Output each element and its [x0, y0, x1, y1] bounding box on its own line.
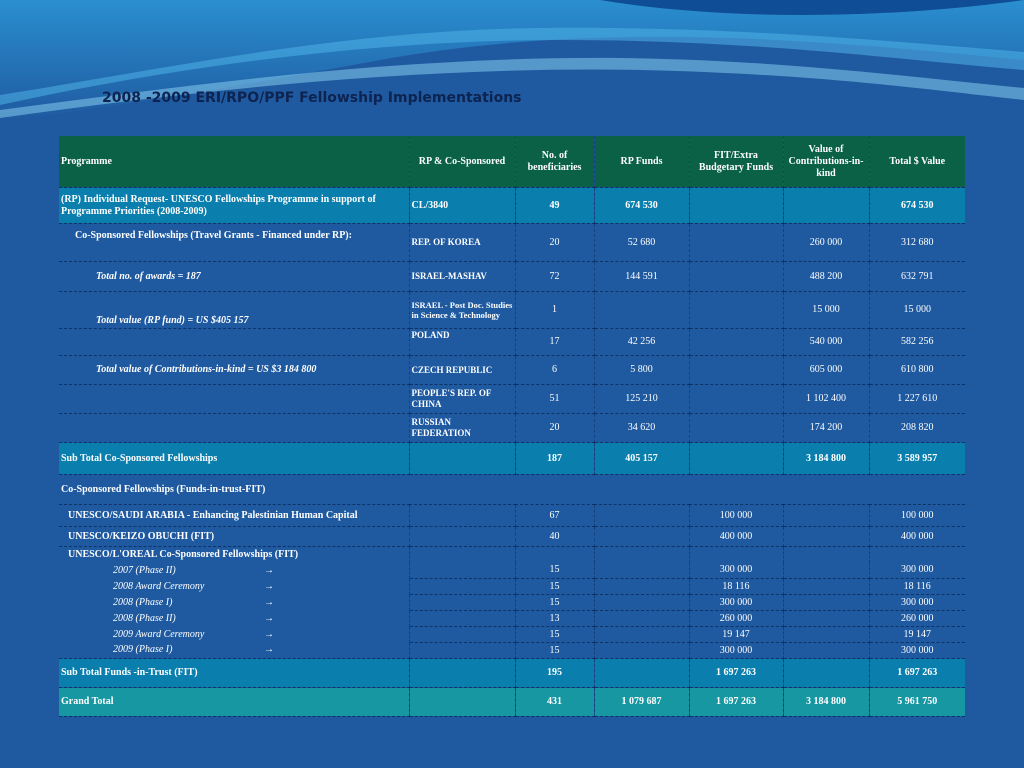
- note-spacer: [59, 414, 409, 443]
- empty-cell: [594, 547, 689, 563]
- total-cell: 610 800: [869, 356, 965, 385]
- table-row: [59, 505, 965, 527]
- contrib-cell: 15 000: [783, 292, 869, 329]
- fit-cell: [689, 443, 783, 475]
- table-row: [59, 188, 965, 224]
- rp-funds-cell: 405 157: [594, 443, 689, 475]
- contrib-cell: 3 184 800: [783, 443, 869, 475]
- contrib-cell: [783, 659, 869, 688]
- arrow-right-icon: →: [264, 644, 274, 656]
- rp-funds-cell: 144 591: [594, 262, 689, 292]
- header-rp-funds: RP Funds: [594, 136, 689, 188]
- phase-label: 2009 Award Ceremony: [113, 628, 205, 640]
- header-total: Total $ Value: [869, 136, 965, 188]
- sponsor-name: ISRAEL-MASHAV: [409, 262, 515, 292]
- contrib-cell: 605 000: [783, 356, 869, 385]
- fit-cell: 400 000: [689, 527, 783, 547]
- empty-cell: [869, 547, 965, 563]
- empty-cell: [594, 563, 689, 579]
- table-row: [59, 547, 965, 563]
- table-row: [59, 527, 965, 547]
- table-row: [59, 595, 965, 611]
- empty-cell: [689, 547, 783, 563]
- note-contributions: Total value of Contributions-in-kind = US $3 184 800: [59, 356, 409, 385]
- rp-funds-cell: 52 680: [594, 224, 689, 262]
- empty-cell: [783, 563, 869, 579]
- note-spacer: [59, 329, 409, 356]
- fit-cell: 300 000: [689, 643, 783, 659]
- table-row: [59, 356, 965, 385]
- subtotal-row: [59, 659, 965, 688]
- contrib-cell: 488 200: [783, 262, 869, 292]
- fit-programme: UNESCO/SAUDI ARABIA - Enhancing Palestinian Human Capital: [59, 505, 409, 527]
- total-cell: 260 000: [869, 611, 965, 627]
- table-row: [59, 224, 965, 262]
- total-cell: 5 961 750: [869, 688, 965, 717]
- cosponsored-heading: Co-Sponsored Fellowships (Travel Grants - Financed under RP):: [59, 224, 409, 262]
- contrib-cell: 3 184 800: [783, 688, 869, 717]
- empty-cell: [409, 505, 515, 527]
- beneficiaries-cell: 51: [515, 385, 594, 414]
- empty-cell: [783, 595, 869, 611]
- empty-cell: [409, 659, 515, 688]
- beneficiaries-cell: 20: [515, 414, 594, 443]
- total-cell: 100 000: [869, 505, 965, 527]
- empty-cell: [594, 611, 689, 627]
- grand-total-row: [59, 688, 965, 717]
- beneficiaries-cell: 17: [515, 329, 594, 356]
- fit-cell: 300 000: [689, 563, 783, 579]
- beneficiaries-cell: 1: [515, 292, 594, 329]
- subtotal-row: [59, 443, 965, 475]
- sponsor-name: PEOPLE'S REP. OF CHINA: [409, 385, 515, 414]
- empty-cell: [783, 527, 869, 547]
- fit-cell: [689, 356, 783, 385]
- empty-cell: [783, 579, 869, 595]
- beneficiaries-cell: 431: [515, 688, 594, 717]
- table-row: [59, 579, 965, 595]
- contrib-cell: 540 000: [783, 329, 869, 356]
- empty-cell: [409, 688, 515, 717]
- beneficiaries-cell: 6: [515, 356, 594, 385]
- contrib-cell: 1 102 400: [783, 385, 869, 414]
- total-cell: 300 000: [869, 643, 965, 659]
- section-row: [59, 475, 965, 505]
- fit-cell: 300 000: [689, 595, 783, 611]
- beneficiaries-cell: 187: [515, 443, 594, 475]
- rp-funds-cell: 5 800: [594, 356, 689, 385]
- total-cell: 1 227 610: [869, 385, 965, 414]
- phase-label: 2008 (Phase II): [113, 612, 176, 624]
- empty-cell: [409, 627, 515, 643]
- phase-cell: [59, 611, 409, 627]
- empty-cell: [409, 643, 515, 659]
- phase-label: 2008 (Phase I): [113, 596, 173, 608]
- empty-cell: [783, 627, 869, 643]
- fit-cell: 1 697 263: [689, 688, 783, 717]
- fit-cell: [689, 262, 783, 292]
- rp-funds-cell: 42 256: [594, 329, 689, 356]
- rp-fit: [689, 188, 783, 224]
- fit-cell: [689, 385, 783, 414]
- fellowship-table: [59, 136, 965, 717]
- empty-cell: [409, 595, 515, 611]
- fit-cell: 260 000: [689, 611, 783, 627]
- rp-funds-cell: 34 620: [594, 414, 689, 443]
- arrow-right-icon: →: [264, 612, 274, 624]
- subtotal-label: Sub Total Funds -in-Trust (FIT): [59, 659, 409, 688]
- total-cell: 19 147: [869, 627, 965, 643]
- total-cell: 208 820: [869, 414, 965, 443]
- rp-programme: (RP) Individual Request- UNESCO Fellowships Programme in support of Programme Priorities (2008-2009): [59, 188, 409, 224]
- page-title: 2008 -2009 ERI/RPO/PPF Fellowship Implementations: [102, 90, 522, 106]
- beneficiaries-cell: 15: [515, 627, 594, 643]
- empty-cell: [783, 611, 869, 627]
- total-cell: 312 680: [869, 224, 965, 262]
- empty-cell: [409, 547, 515, 563]
- rp-funds: 674 530: [594, 188, 689, 224]
- rp-funds-cell: [594, 292, 689, 329]
- rp-funds-cell: 1 079 687: [594, 688, 689, 717]
- table-header-row: [59, 136, 965, 188]
- sponsor-name: RUSSIAN FEDERATION: [409, 414, 515, 443]
- table-row: [59, 643, 965, 659]
- phase-cell: [59, 579, 409, 595]
- empty-cell: [409, 563, 515, 579]
- beneficiaries-cell: 72: [515, 262, 594, 292]
- sponsor-name: CZECH REPUBLIC: [409, 356, 515, 385]
- phase-cell: [59, 627, 409, 643]
- loreal-label: UNESCO/L'OREAL Co-Sponsored Fellowships (FIT): [59, 547, 409, 563]
- empty-cell: [515, 547, 594, 563]
- phase-cell: [59, 595, 409, 611]
- arrow-right-icon: →: [264, 580, 274, 592]
- empty-cell: [594, 527, 689, 547]
- header-contributions: Value of Contributions-in-kind: [783, 136, 869, 188]
- table-row: [59, 329, 965, 356]
- contrib-cell: 260 000: [783, 224, 869, 262]
- phase-label: 2007 (Phase II): [113, 564, 176, 576]
- header-rp-cosponsored: RP & Co-Sponsored: [409, 136, 515, 188]
- phase-label: 2009 (Phase I): [113, 644, 173, 656]
- total-cell: 300 000: [869, 595, 965, 611]
- fit-heading: Co-Sponsored Fellowships (Funds-in-trust-FIT): [59, 475, 965, 505]
- header-fit-funds: FIT/Extra Budgetary Funds: [689, 136, 783, 188]
- empty-cell: [594, 505, 689, 527]
- table-row: [59, 385, 965, 414]
- beneficiaries-cell: 40: [515, 527, 594, 547]
- sponsor-name: REP. OF KOREA: [409, 224, 515, 262]
- fit-cell: [689, 414, 783, 443]
- empty-cell: [409, 443, 515, 475]
- fit-cell: 100 000: [689, 505, 783, 527]
- table-row: [59, 262, 965, 292]
- beneficiaries-cell: 195: [515, 659, 594, 688]
- arrow-right-icon: →: [264, 596, 274, 608]
- rp-funds-cell: [594, 659, 689, 688]
- grand-total-label: Grand Total: [59, 688, 409, 717]
- fit-cell: 1 697 263: [689, 659, 783, 688]
- total-cell: 400 000: [869, 527, 965, 547]
- contrib-cell: 174 200: [783, 414, 869, 443]
- empty-cell: [409, 579, 515, 595]
- rp-contrib: [783, 188, 869, 224]
- total-cell: 1 697 263: [869, 659, 965, 688]
- rp-beneficiaries: 49: [515, 188, 594, 224]
- rp-total: 674 530: [869, 188, 965, 224]
- sponsor-name: ISRAEL - Post Doc. Studies in Science & Technology: [409, 292, 515, 329]
- note-awards: Total no. of awards = 187: [59, 262, 409, 292]
- sponsor-name: POLAND: [409, 329, 515, 356]
- empty-cell: [594, 595, 689, 611]
- empty-cell: [594, 579, 689, 595]
- total-cell: 3 589 957: [869, 443, 965, 475]
- beneficiaries-cell: 13: [515, 611, 594, 627]
- note-rp-fund: Total value (RP fund) = US $405 157: [59, 292, 409, 329]
- total-cell: 15 000: [869, 292, 965, 329]
- beneficiaries-cell: 15: [515, 595, 594, 611]
- empty-cell: [783, 643, 869, 659]
- total-cell: 632 791: [869, 262, 965, 292]
- table-row: [59, 611, 965, 627]
- arrow-right-icon: →: [264, 564, 274, 576]
- fit-cell: [689, 292, 783, 329]
- fit-cell: [689, 329, 783, 356]
- phase-label: 2008 Award Ceremony: [113, 580, 205, 592]
- empty-cell: [594, 643, 689, 659]
- beneficiaries-cell: 15: [515, 579, 594, 595]
- table-row: [59, 563, 965, 579]
- header-beneficiaries: No. of beneficiaries: [515, 136, 594, 188]
- phase-cell: [59, 643, 409, 659]
- arrow-right-icon: →: [264, 628, 274, 640]
- note-spacer: [59, 385, 409, 414]
- fit-programme: UNESCO/KEIZO OBUCHI (FIT): [59, 527, 409, 547]
- total-cell: 582 256: [869, 329, 965, 356]
- fit-cell: 18 116: [689, 579, 783, 595]
- table-row: [59, 627, 965, 643]
- beneficiaries-cell: 15: [515, 563, 594, 579]
- table-row: [59, 414, 965, 443]
- phase-cell: [59, 563, 409, 579]
- empty-cell: [594, 627, 689, 643]
- fit-cell: 19 147: [689, 627, 783, 643]
- subtotal-label: Sub Total Co-Sponsored Fellowships: [59, 443, 409, 475]
- empty-cell: [783, 505, 869, 527]
- beneficiaries-cell: 20: [515, 224, 594, 262]
- beneficiaries-cell: 67: [515, 505, 594, 527]
- rp-funds-cell: 125 210: [594, 385, 689, 414]
- empty-cell: [409, 527, 515, 547]
- beneficiaries-cell: 15: [515, 643, 594, 659]
- total-cell: 300 000: [869, 563, 965, 579]
- total-cell: 18 116: [869, 579, 965, 595]
- fit-cell: [689, 224, 783, 262]
- rp-code: CL/3840: [409, 188, 515, 224]
- table-row: [59, 292, 965, 329]
- header-programme: Programme: [59, 136, 409, 188]
- empty-cell: [409, 611, 515, 627]
- empty-cell: [783, 547, 869, 563]
